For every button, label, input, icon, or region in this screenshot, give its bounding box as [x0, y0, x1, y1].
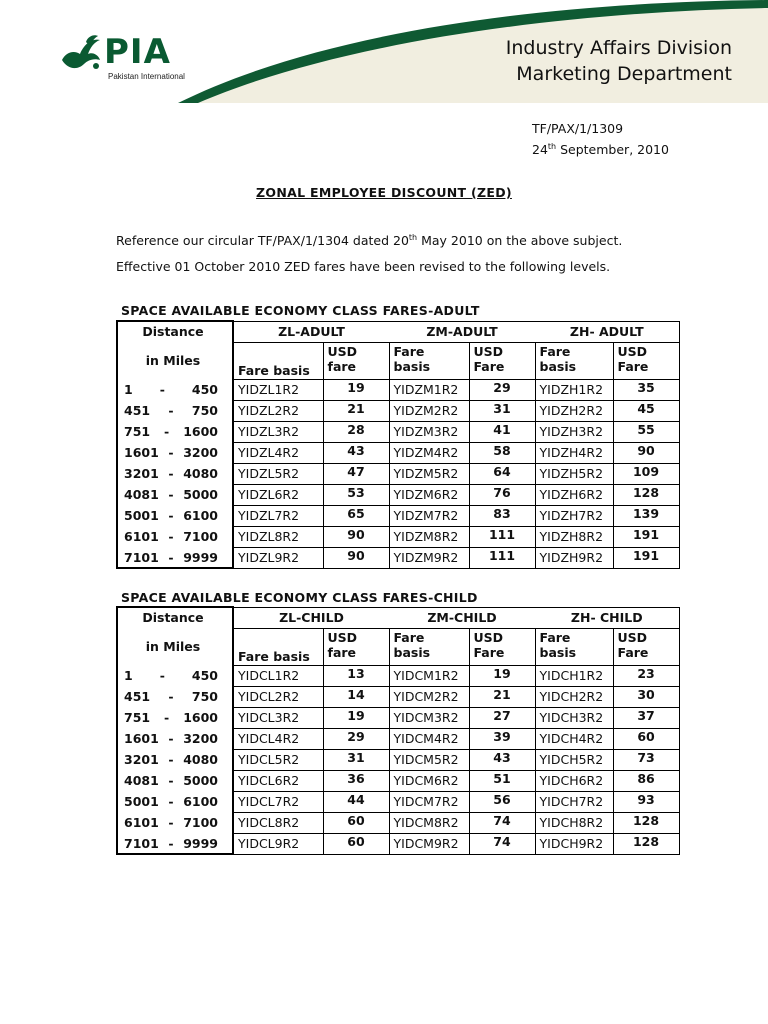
- range-dash: -: [159, 668, 165, 683]
- range-dash: -: [159, 382, 165, 397]
- fare-basis-cell: YIDZH7R2: [535, 505, 613, 526]
- usd-fare-cell: 191: [613, 547, 679, 568]
- range-to: 1600: [183, 424, 218, 439]
- usd-fare-cell: 55: [613, 421, 679, 442]
- distance-range: [117, 728, 233, 749]
- fare-basis-cell: YIDCL7R2: [233, 791, 323, 812]
- range-from: 5001: [124, 794, 159, 809]
- usd-fare-cell: 111: [469, 526, 535, 547]
- usd-fare-cell: 65: [323, 505, 389, 526]
- fare-basis-cell: YIDZL5R2: [233, 463, 323, 484]
- distance-range: [117, 686, 233, 707]
- usd-fare-header: USD Fare: [613, 342, 679, 379]
- range-to: 3200: [183, 731, 218, 746]
- usd-fare-cell: 109: [613, 463, 679, 484]
- fare-basis-header: Fare basis: [389, 342, 469, 379]
- usd-fare-header: USD Fare: [469, 628, 535, 665]
- child-fares-table: [116, 606, 680, 855]
- range-from: 451: [124, 689, 151, 704]
- range-dash: -: [168, 487, 174, 502]
- fare-group-header: ZH- ADULT: [535, 321, 679, 342]
- range-from: 1: [124, 382, 133, 397]
- usd-fare-cell: 60: [323, 812, 389, 833]
- fare-basis-cell: YIDZH8R2: [535, 526, 613, 547]
- fare-basis-cell: YIDCM4R2: [389, 728, 469, 749]
- usd-fare-cell: 44: [323, 791, 389, 812]
- fare-basis-cell: YIDCH7R2: [535, 791, 613, 812]
- usd-fare-cell: 14: [323, 686, 389, 707]
- fare-basis-cell: YIDCM1R2: [389, 665, 469, 686]
- usd-fare-cell: 76: [469, 484, 535, 505]
- range-from: 4081: [124, 773, 159, 788]
- logo-subtext: Pakistan International: [108, 72, 185, 81]
- distance-label: Distance: [142, 610, 204, 625]
- usd-fare-cell: 191: [613, 526, 679, 547]
- range-from: 1601: [124, 445, 159, 460]
- fare-row: [117, 686, 679, 707]
- fare-row: [117, 421, 679, 442]
- fare-basis-cell: YIDZL8R2: [233, 526, 323, 547]
- distance-range: [117, 707, 233, 728]
- fare-group-header: ZM-CHILD: [389, 607, 535, 628]
- fare-basis-cell: YIDZH6R2: [535, 484, 613, 505]
- fare-basis-cell: YIDCH1R2: [535, 665, 613, 686]
- fare-row: [117, 547, 679, 568]
- range-from: 4081: [124, 487, 159, 502]
- range-from: 6101: [124, 529, 159, 544]
- range-to: 6100: [183, 508, 218, 523]
- distance-range: [117, 526, 233, 547]
- range-dash: -: [168, 752, 174, 767]
- fare-basis-cell: YIDCL9R2: [233, 833, 323, 854]
- unit-label: in Miles: [145, 639, 201, 654]
- distance-range: [117, 505, 233, 526]
- usd-fare-cell: 139: [613, 505, 679, 526]
- fare-basis-cell: YIDZL6R2: [233, 484, 323, 505]
- child-table-title: SPACE AVAILABLE ECONOMY CLASS FARES-CHILD: [121, 590, 478, 605]
- fare-basis-cell: YIDCL6R2: [233, 770, 323, 791]
- fare-basis-cell: YIDCM8R2: [389, 812, 469, 833]
- range-to: 9999: [183, 835, 218, 851]
- fare-basis-cell: YIDCH5R2: [535, 749, 613, 770]
- usd-fare-cell: 41: [469, 421, 535, 442]
- usd-fare-cell: 73: [613, 749, 679, 770]
- fare-basis-header: Fare basis: [233, 628, 323, 665]
- usd-fare-cell: 31: [323, 749, 389, 770]
- usd-fare-header: USD fare: [323, 628, 389, 665]
- fare-basis-cell: YIDZL9R2: [233, 547, 323, 568]
- usd-fare-cell: 128: [613, 812, 679, 833]
- fare-row: [117, 484, 679, 505]
- division-line-1: Industry Affairs Division: [505, 37, 732, 59]
- subject-heading: ZONAL EMPLOYEE DISCOUNT (ZED): [256, 185, 512, 200]
- range-dash: -: [168, 529, 174, 544]
- logo-wordmark: PIA: [104, 32, 171, 72]
- fare-basis-cell: YIDZL1R2: [233, 379, 323, 400]
- fare-basis-header: Fare basis: [535, 628, 613, 665]
- adult-fares-table: [116, 320, 680, 569]
- usd-fare-cell: 93: [613, 791, 679, 812]
- fare-row: [117, 665, 679, 686]
- paragraph-1-before: Reference our circular TF/PAX/1/1304 dated 20: [116, 233, 409, 249]
- usd-fare-cell: 43: [323, 442, 389, 463]
- usd-fare-cell: 29: [323, 728, 389, 749]
- usd-fare-cell: 90: [323, 547, 389, 568]
- fare-group-header: ZL-CHILD: [233, 607, 389, 628]
- reference-date: [532, 138, 669, 159]
- fare-basis-cell: YIDCH9R2: [535, 833, 613, 854]
- range-from: 751: [124, 424, 151, 439]
- fare-basis-cell: YIDCH3R2: [535, 707, 613, 728]
- paragraph-effective: Effective 01 October 2010 ZED fares have been revised to the following levels.: [116, 259, 611, 274]
- fare-basis-cell: YIDZM1R2: [389, 379, 469, 400]
- distance-range: [117, 379, 233, 400]
- usd-fare-cell: 128: [613, 833, 679, 854]
- range-to: 450: [191, 668, 218, 683]
- range-from: 751: [124, 710, 151, 725]
- range-to: 750: [191, 403, 218, 418]
- fare-basis-cell: YIDCM7R2: [389, 791, 469, 812]
- distance-header: [117, 321, 233, 379]
- range-from: 1601: [124, 731, 159, 746]
- range-from: 7101: [124, 835, 159, 851]
- fare-basis-cell: YIDZH4R2: [535, 442, 613, 463]
- range-to: 750: [191, 689, 218, 704]
- markhor-icon: [56, 30, 108, 80]
- fare-basis-cell: YIDZH3R2: [535, 421, 613, 442]
- group-header-row: [117, 607, 679, 628]
- fare-basis-cell: YIDZH9R2: [535, 547, 613, 568]
- fare-row: [117, 505, 679, 526]
- fare-row: [117, 379, 679, 400]
- usd-fare-header: USD Fare: [613, 628, 679, 665]
- range-to: 4080: [183, 466, 218, 481]
- usd-fare-cell: 90: [613, 442, 679, 463]
- fare-basis-cell: YIDZL3R2: [233, 421, 323, 442]
- usd-fare-cell: 37: [613, 707, 679, 728]
- range-to: 7100: [183, 529, 218, 544]
- fare-basis-cell: YIDZL7R2: [233, 505, 323, 526]
- fare-basis-cell: YIDCL3R2: [233, 707, 323, 728]
- division-heading: [506, 35, 732, 87]
- fare-row: [117, 463, 679, 484]
- unit-label: in Miles: [145, 353, 201, 368]
- usd-fare-cell: 83: [469, 505, 535, 526]
- distance-label: Distance: [142, 324, 204, 339]
- usd-fare-cell: 19: [469, 665, 535, 686]
- range-to: 450: [191, 382, 218, 397]
- fare-basis-cell: YIDCH4R2: [535, 728, 613, 749]
- range-dash: -: [168, 508, 174, 523]
- distance-range: [117, 791, 233, 812]
- distance-header: [117, 607, 233, 665]
- range-dash: -: [168, 773, 174, 788]
- fare-basis-cell: YIDZL4R2: [233, 442, 323, 463]
- range-from: 7101: [124, 549, 159, 565]
- usd-fare-cell: 111: [469, 547, 535, 568]
- date-rest: September, 2010: [556, 142, 669, 158]
- fare-row: [117, 707, 679, 728]
- range-dash: -: [164, 424, 170, 439]
- usd-fare-cell: 74: [469, 833, 535, 854]
- range-to: 7100: [183, 815, 218, 830]
- usd-fare-cell: 56: [469, 791, 535, 812]
- fare-row: [117, 833, 679, 854]
- fare-basis-cell: YIDZH5R2: [535, 463, 613, 484]
- fare-basis-cell: YIDZM5R2: [389, 463, 469, 484]
- usd-fare-cell: 28: [323, 421, 389, 442]
- adult-table-title: SPACE AVAILABLE ECONOMY CLASS FARES-ADULT: [121, 303, 480, 318]
- fare-group-header: ZL-ADULT: [233, 321, 389, 342]
- fare-basis-header: Fare basis: [233, 342, 323, 379]
- usd-fare-cell: 53: [323, 484, 389, 505]
- range-dash: -: [168, 731, 174, 746]
- fare-group-header: ZM-ADULT: [389, 321, 535, 342]
- paragraph-1-sup: th: [408, 233, 418, 242]
- fare-basis-cell: YIDCL8R2: [233, 812, 323, 833]
- fare-basis-cell: YIDCM2R2: [389, 686, 469, 707]
- group-header-row: [117, 321, 679, 342]
- usd-fare-cell: 21: [469, 686, 535, 707]
- usd-fare-cell: 36: [323, 770, 389, 791]
- range-dash: -: [168, 835, 174, 851]
- range-from: 451: [124, 403, 151, 418]
- fare-row: [117, 526, 679, 547]
- fare-basis-cell: YIDCM3R2: [389, 707, 469, 728]
- paragraph-1-after: May 2010 on the above subject.: [417, 233, 623, 249]
- usd-fare-cell: 30: [613, 686, 679, 707]
- fare-basis-header: Fare basis: [389, 628, 469, 665]
- fare-basis-cell: YIDZM2R2: [389, 400, 469, 421]
- usd-fare-cell: 21: [323, 400, 389, 421]
- distance-range: [117, 770, 233, 791]
- fare-basis-cell: YIDZH2R2: [535, 400, 613, 421]
- range-to: 1600: [183, 710, 218, 725]
- range-dash: -: [168, 689, 174, 704]
- fare-basis-cell: YIDCM6R2: [389, 770, 469, 791]
- range-to: 3200: [183, 445, 218, 460]
- distance-range: [117, 749, 233, 770]
- range-dash: -: [164, 710, 170, 725]
- range-from: 6101: [124, 815, 159, 830]
- range-from: 5001: [124, 508, 159, 523]
- fare-row: [117, 749, 679, 770]
- fare-basis-cell: YIDCH2R2: [535, 686, 613, 707]
- fare-basis-cell: YIDCL5R2: [233, 749, 323, 770]
- reference-number: TF/PAX/1/1309: [532, 121, 624, 136]
- fare-basis-header: Fare basis: [535, 342, 613, 379]
- usd-fare-cell: 19: [323, 379, 389, 400]
- usd-fare-cell: 29: [469, 379, 535, 400]
- usd-fare-cell: 86: [613, 770, 679, 791]
- usd-fare-cell: 19: [323, 707, 389, 728]
- usd-fare-cell: 39: [469, 728, 535, 749]
- distance-range: [117, 442, 233, 463]
- fare-basis-cell: YIDCL2R2: [233, 686, 323, 707]
- fare-group-header: ZH- CHILD: [535, 607, 679, 628]
- fare-basis-cell: YIDCH8R2: [535, 812, 613, 833]
- range-from: 3201: [124, 752, 159, 767]
- fare-basis-cell: YIDZM9R2: [389, 547, 469, 568]
- distance-range: [117, 484, 233, 505]
- usd-fare-cell: 60: [613, 728, 679, 749]
- fare-row: [117, 442, 679, 463]
- fare-basis-cell: YIDZM8R2: [389, 526, 469, 547]
- range-to: 6100: [183, 794, 218, 809]
- usd-fare-header: USD Fare: [469, 342, 535, 379]
- usd-fare-cell: 58: [469, 442, 535, 463]
- fare-row: [117, 812, 679, 833]
- range-dash: -: [168, 445, 174, 460]
- distance-range: [117, 463, 233, 484]
- distance-range: [117, 400, 233, 421]
- fare-basis-cell: YIDZM6R2: [389, 484, 469, 505]
- range-dash: -: [168, 815, 174, 830]
- range-to: 5000: [183, 773, 218, 788]
- usd-fare-cell: 64: [469, 463, 535, 484]
- distance-range: [117, 421, 233, 442]
- usd-fare-cell: 74: [469, 812, 535, 833]
- range-from: 3201: [124, 466, 159, 481]
- fare-basis-cell: YIDCM5R2: [389, 749, 469, 770]
- date-day: 24: [532, 142, 548, 158]
- usd-fare-cell: 51: [469, 770, 535, 791]
- fare-row: [117, 770, 679, 791]
- fare-basis-cell: YIDCL4R2: [233, 728, 323, 749]
- usd-fare-cell: 90: [323, 526, 389, 547]
- fare-basis-cell: YIDCM9R2: [389, 833, 469, 854]
- range-to: 9999: [183, 549, 218, 565]
- distance-range: [117, 833, 233, 854]
- usd-fare-cell: 35: [613, 379, 679, 400]
- fare-row: [117, 791, 679, 812]
- distance-range: [117, 665, 233, 686]
- fare-basis-cell: YIDZM3R2: [389, 421, 469, 442]
- fare-row: [117, 400, 679, 421]
- range-from: 1: [124, 668, 133, 683]
- fare-row: [117, 728, 679, 749]
- range-dash: -: [168, 794, 174, 809]
- pia-logo: [56, 30, 196, 90]
- usd-fare-cell: 13: [323, 665, 389, 686]
- range-dash: -: [168, 403, 174, 418]
- usd-fare-cell: 43: [469, 749, 535, 770]
- paragraph-reference: [116, 233, 622, 248]
- usd-fare-cell: 23: [613, 665, 679, 686]
- range-dash: -: [168, 549, 174, 565]
- usd-fare-cell: 31: [469, 400, 535, 421]
- usd-fare-header: USD fare: [323, 342, 389, 379]
- usd-fare-cell: 60: [323, 833, 389, 854]
- division-line-2: Marketing Department: [516, 63, 732, 85]
- fare-basis-cell: YIDCL1R2: [233, 665, 323, 686]
- usd-fare-cell: 27: [469, 707, 535, 728]
- fare-basis-cell: YIDZM7R2: [389, 505, 469, 526]
- usd-fare-cell: 47: [323, 463, 389, 484]
- fare-basis-cell: YIDZM4R2: [389, 442, 469, 463]
- fare-basis-cell: YIDCH6R2: [535, 770, 613, 791]
- distance-range: [117, 812, 233, 833]
- reference-block: [532, 120, 669, 159]
- date-suffix: th: [547, 142, 557, 151]
- range-to: 5000: [183, 487, 218, 502]
- usd-fare-cell: 128: [613, 484, 679, 505]
- fare-basis-cell: YIDZL2R2: [233, 400, 323, 421]
- range-to: 4080: [183, 752, 218, 767]
- fare-basis-cell: YIDZH1R2: [535, 379, 613, 400]
- distance-range: [117, 547, 233, 568]
- usd-fare-cell: 45: [613, 400, 679, 421]
- range-dash: -: [168, 466, 174, 481]
